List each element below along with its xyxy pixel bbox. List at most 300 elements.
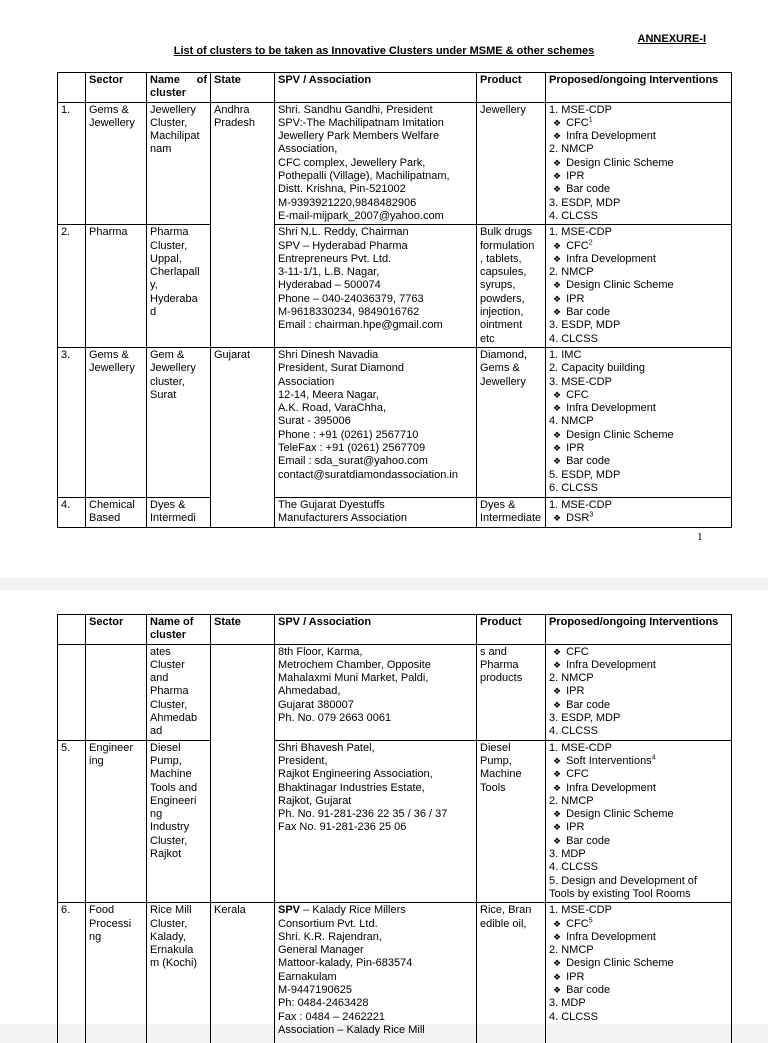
intervention-subitem (549, 984, 728, 997)
row-number: 5. (58, 740, 86, 903)
table-row (58, 225, 732, 348)
name-line: Pharma (150, 226, 189, 239)
product-line: Tools (480, 781, 506, 794)
diamond-bullet-icon: ❖ (553, 157, 562, 168)
intervention-subitem (549, 130, 728, 143)
intervention-subitem (549, 253, 728, 266)
product-line: Rice, Bran (480, 904, 532, 917)
product-line: edible oil, (480, 917, 527, 930)
intervention-item: 2. NMCP (549, 672, 594, 685)
header-state: State (211, 615, 275, 645)
spv-line: Fax : 0484 – 2462221 (278, 1010, 386, 1023)
name-line: ng (150, 808, 163, 821)
intervention-subitem-label: Design Clinic Scheme (566, 808, 674, 821)
spv-line: Consortium Pvt. Ltd. (278, 917, 378, 930)
intervention-subitem (549, 117, 728, 130)
product-line: ointment (480, 319, 523, 332)
intervention-subitem-label: DSR (566, 512, 590, 525)
product-cell (477, 102, 546, 225)
diamond-bullet-icon: ❖ (553, 985, 562, 996)
product-line: powders, (480, 292, 525, 305)
product-line: syrups, (480, 279, 516, 292)
spv-line: Ph. No. 079 2663 0061 (278, 712, 392, 725)
spv-line: General Manager (278, 944, 364, 957)
spv-cell (275, 347, 477, 497)
intervention-subitem (549, 170, 728, 183)
product-line: Gems & (480, 362, 520, 375)
intervention-subitem (549, 931, 728, 944)
interventions-cell (546, 102, 732, 225)
sector-cell (86, 740, 147, 903)
intervention-subitem (549, 279, 728, 292)
diamond-bullet-icon: ❖ (553, 403, 562, 414)
row-number: 3. (58, 347, 86, 497)
state-cell (211, 740, 275, 903)
name-line: d (150, 306, 157, 319)
spv-line: M-9618330234, 9849016762 (278, 306, 420, 319)
table-header-row (58, 615, 732, 645)
intervention-subitem-label: Infra Development (566, 402, 656, 415)
intervention-item: 1. MSE-CDP (549, 498, 612, 511)
product-cell (477, 644, 546, 740)
clusters-table-page-2 (57, 614, 732, 1043)
sector-cell (86, 225, 147, 348)
name-line: Engineeri (150, 794, 197, 807)
intervention-subitem (549, 157, 728, 170)
state-cell (211, 903, 275, 1043)
intervention-item: 2. NMCP (549, 266, 594, 279)
product-line: formulation (480, 239, 535, 252)
interventions-cell (546, 740, 732, 903)
intervention-item: 6. CLCSS (549, 481, 598, 494)
product-line: Dyes & (480, 498, 516, 511)
row-number: 6. (58, 903, 86, 1043)
sector-line: ng (89, 930, 102, 943)
state-cell (211, 102, 275, 225)
intervention-subitem-label: CFC (566, 239, 589, 252)
row-number: 2. (58, 225, 86, 348)
diamond-bullet-icon: ❖ (553, 240, 562, 251)
spv-line: Ph. No. 91-281-236 22 35 / 36 / 37 (278, 808, 448, 821)
spv-line: Earnakulam (278, 970, 337, 983)
intervention-subitem-label: Bar code (566, 698, 611, 711)
intervention-subitem-label: IPR (566, 442, 585, 455)
product-cell (477, 497, 546, 527)
diamond-bullet-icon: ❖ (553, 184, 562, 195)
intervention-subitem-label: Bar code (566, 306, 611, 319)
intervention-subitem-label: IPR (566, 292, 585, 305)
intervention-subitem (549, 835, 728, 848)
name-line: Jewellery (150, 362, 196, 375)
table-row (58, 644, 732, 740)
table-row (58, 740, 732, 903)
spv-line: E-mail-mijpark_2007@yahoo.com (278, 209, 444, 222)
spv-line: CFC complex, Jewellery Park, (278, 156, 426, 169)
intervention-subitem-label: Bar code (566, 984, 611, 997)
diamond-bullet-icon: ❖ (553, 918, 562, 929)
name-line: Jewellery (150, 103, 196, 116)
product-line: etc (480, 332, 495, 345)
spv-line: M-9393921220,9848482906 (278, 196, 417, 209)
state-cell (211, 644, 275, 740)
footnote-marker: 5 (588, 916, 593, 924)
diamond-bullet-icon: ❖ (553, 699, 562, 710)
sector-line: Jewellery (89, 116, 135, 129)
intervention-item: 3. ESDP, MDP (549, 319, 621, 332)
header-interventions: Proposed/ongoing Interventions (546, 615, 732, 645)
spv-line: Email : chairman.hpe@gmail.com (278, 319, 443, 332)
spv-cell (275, 497, 477, 527)
diamond-bullet-icon: ❖ (553, 686, 562, 697)
intervention-subitem-label: Design Clinic Scheme (566, 957, 674, 970)
intervention-subitem-label: Bar code (566, 183, 611, 196)
clusters-table-page-1 (57, 72, 732, 528)
intervention-item: 4. CLCSS (549, 209, 598, 222)
intervention-subitem (549, 240, 728, 253)
product-line: , tablets, (480, 252, 522, 265)
product-line: Jewellery (480, 103, 526, 116)
sector-cell (86, 644, 147, 740)
spv-line: A.K. Road, VaraChha, (278, 402, 387, 415)
intervention-item: 4. NMCP (549, 415, 594, 428)
diamond-bullet-icon: ❖ (553, 443, 562, 454)
cluster-name-cell (147, 102, 211, 225)
spv-line: Surat - 395006 (278, 415, 351, 428)
spv-line: Association, (278, 143, 338, 156)
name-line: Machilipat (150, 130, 200, 143)
spv-line: Mattoor-kalady, Pin-683574 (278, 957, 413, 970)
name-line: Cluster, (150, 698, 188, 711)
intervention-subitem (549, 918, 728, 931)
intervention-item: 1. MSE-CDP (549, 741, 612, 754)
header-name: Name of cluster (147, 615, 211, 645)
diamond-bullet-icon: ❖ (553, 822, 562, 833)
product-line: injection, (480, 306, 524, 319)
header-name: Name of cluster (147, 73, 211, 103)
footnote-marker: 4 (651, 754, 656, 762)
interventions-cell (546, 347, 732, 497)
spv-line: Shri N.L. Reddy, Chairman (278, 226, 409, 239)
cluster-name-cell (147, 644, 211, 740)
interventions-cell (546, 903, 732, 1043)
intervention-subitem-label: CFC (566, 388, 589, 401)
header-spv: SPV / Association (275, 73, 477, 103)
intervention-item: 4. CLCSS (549, 332, 598, 345)
intervention-subitem (549, 808, 728, 821)
spv-line: Phone – 040-24036379, 7763 (278, 292, 424, 305)
diamond-bullet-icon: ❖ (553, 931, 562, 942)
spv-line: Shri. K.R. Rajendran, (278, 930, 382, 943)
name-line: Cluster (150, 658, 185, 671)
header-no (58, 615, 86, 645)
intervention-item: 2. Capacity building (549, 362, 646, 375)
name-line: Diesel (150, 741, 181, 754)
intervention-subitem-label: CFC (566, 768, 589, 781)
sector-line: Food (89, 904, 115, 917)
intervention-subitem-label: IPR (566, 970, 585, 983)
intervention-subitem (549, 782, 728, 795)
header-sector: Sector (86, 615, 147, 645)
diamond-bullet-icon: ❖ (553, 971, 562, 982)
name-line: Ahmedab (150, 712, 198, 725)
intervention-subitem (549, 971, 728, 984)
name-line: Hyderaba (150, 292, 198, 305)
name-line: Kalady, (150, 930, 186, 943)
header-product: Product (477, 73, 546, 103)
name-line: Ernakula (150, 944, 194, 957)
intervention-subitem-label: Bar code (566, 455, 611, 468)
spv-line: Shri. Sandhu Gandhi, President (278, 103, 433, 116)
intervention-subitem-label: CFC (566, 917, 589, 930)
spv-line: Shri Dinesh Navadia (278, 348, 379, 361)
spv-line: Ahmedabad, (278, 685, 341, 698)
diamond-bullet-icon: ❖ (553, 782, 562, 793)
diamond-bullet-icon: ❖ (553, 307, 562, 318)
header-state: State (211, 73, 275, 103)
page-number: 1 (697, 531, 703, 543)
cluster-name-cell (147, 225, 211, 348)
diamond-bullet-icon: ❖ (553, 769, 562, 780)
spv-line: Association – Kalady Rice Mill (278, 1023, 425, 1036)
diamond-bullet-icon: ❖ (553, 131, 562, 142)
name-line: Tools and (150, 781, 198, 794)
name-line: cluster, (150, 375, 185, 388)
state-cell (211, 225, 275, 348)
footnote-marker: 3 (589, 511, 594, 519)
product-line: Diamond, (480, 348, 528, 361)
sector-line: Processi (89, 917, 132, 930)
intervention-item: 3. MSE-CDP (549, 375, 612, 388)
intervention-item: 2. NMCP (549, 143, 594, 156)
spv-line: TeleFax : +91 (0261) 2567709 (278, 442, 426, 455)
spv-line: – Kalady Rice Millers (303, 904, 406, 917)
name-line: Cluster, (150, 239, 188, 252)
intervention-item: 3. MDP (549, 997, 586, 1010)
spv-cell (275, 903, 477, 1043)
intervention-subitem-label: IPR (566, 170, 585, 183)
diamond-bullet-icon: ❖ (553, 659, 562, 670)
sector-line: Engineer (89, 741, 134, 754)
intervention-subitem (549, 455, 728, 468)
intervention-item: 3. MDP (549, 848, 586, 861)
product-cell (477, 347, 546, 497)
spv-line: Gujarat 380007 (278, 698, 354, 711)
intervention-item: Tools by existing Tool Rooms (549, 887, 691, 900)
table-row (58, 347, 732, 497)
spv-cell (275, 225, 477, 348)
state-line: Kerala (214, 904, 246, 917)
intervention-subitem-label: Infra Development (566, 781, 656, 794)
intervention-subitem-label: IPR (566, 685, 585, 698)
product-line: Bulk drugs (480, 226, 532, 239)
footnote-marker: 2 (588, 238, 593, 246)
intervention-subitem (549, 685, 728, 698)
intervention-subitem (549, 659, 728, 672)
product-line: capsules, (480, 266, 527, 279)
name-line: Gem & (150, 348, 185, 361)
spv-line: Rajkot, Gujarat (278, 794, 352, 807)
intervention-subitem-label: Bar code (566, 834, 611, 847)
name-line: Pump, (150, 754, 182, 767)
interventions-cell (546, 497, 732, 527)
name-line: Dyes & (150, 498, 186, 511)
spv-line: Entrepreneurs Pvt. Ltd. (278, 252, 392, 265)
cluster-name-cell (147, 903, 211, 1043)
diamond-bullet-icon: ❖ (553, 389, 562, 400)
spv-line: M-9447190625 (278, 984, 353, 997)
intervention-item: 5. ESDP, MDP (549, 468, 621, 481)
intervention-subitem (549, 389, 728, 402)
spv-bold-label: SPV (278, 904, 304, 917)
spv-line: Email : sda_surat@yahoo.com (278, 455, 428, 468)
name-line: Pharma (150, 685, 189, 698)
spv-line: Rajkot Engineering Association, (278, 768, 433, 781)
intervention-item: 3. ESDP, MDP (549, 196, 621, 209)
intervention-item: 3. ESDP, MDP (549, 712, 621, 725)
name-line: Rajkot (150, 848, 182, 861)
name-line: ates (150, 645, 171, 658)
intervention-subitem-label: Design Clinic Scheme (566, 428, 674, 441)
intervention-item: 1. MSE-CDP (549, 103, 612, 116)
sector-line: Gems & (89, 103, 129, 116)
name-line: Uppal, (150, 252, 182, 265)
intervention-subitem (549, 293, 728, 306)
intervention-subitem (549, 402, 728, 415)
spv-line: 3-11-1/1, L.B. Nagar, (278, 266, 380, 279)
diamond-bullet-icon: ❖ (553, 429, 562, 440)
name-line: Surat (150, 388, 177, 401)
intervention-subitem (549, 306, 728, 319)
spv-line: Jewellery Park Members Welfare (278, 130, 440, 143)
table-row (58, 497, 732, 527)
name-line: and (150, 672, 169, 685)
intervention-subitem (549, 821, 728, 834)
header-no (58, 73, 86, 103)
intervention-subitem-label: Soft Interventions (566, 754, 652, 767)
intervention-item: 4. CLCSS (549, 725, 598, 738)
spv-line: Metrochem Chamber, Opposite (278, 658, 431, 671)
name-line: Intermedi (150, 512, 196, 525)
sector-line: Jewellery (89, 362, 135, 375)
sector-cell (86, 497, 147, 527)
intervention-subitem-label: Infra Development (566, 658, 656, 671)
intervention-subitem-label: Design Clinic Scheme (566, 279, 674, 292)
spv-line: Shri Bhavesh Patel, (278, 741, 375, 754)
diamond-bullet-icon: ❖ (553, 755, 562, 766)
intervention-item: 4. CLCSS (549, 1010, 598, 1023)
sector-cell (86, 102, 147, 225)
name-line: m (Kochi) (150, 957, 198, 970)
diamond-bullet-icon: ❖ (553, 958, 562, 969)
name-line: Rice Mill (150, 904, 192, 917)
diamond-bullet-icon: ❖ (553, 809, 562, 820)
state-line: Pradesh (214, 116, 255, 129)
name-line: Industry (150, 821, 190, 834)
table-header-row (58, 73, 732, 103)
intervention-subitem-label: Infra Development (566, 930, 656, 943)
row-number: 4. (58, 497, 86, 527)
interventions-cell (546, 644, 732, 740)
header-sector: Sector (86, 73, 147, 103)
state-cell (211, 347, 275, 497)
intervention-subitem (549, 512, 728, 525)
diamond-bullet-icon: ❖ (553, 280, 562, 291)
document-page-2 (0, 590, 768, 1036)
spv-line: Bhaktinagar Industries Estate, (278, 781, 425, 794)
intervention-subitem-label: IPR (566, 821, 585, 834)
intervention-subitem (549, 957, 728, 970)
diamond-bullet-icon: ❖ (553, 117, 562, 128)
name-line: Cherlapall (150, 266, 200, 279)
intervention-item: 1. MSE-CDP (549, 226, 612, 239)
state-cell (211, 497, 275, 527)
sector-line: Chemical (89, 498, 135, 511)
intervention-item: 1. MSE-CDP (549, 904, 612, 917)
intervention-subitem (549, 429, 728, 442)
sector-line: ing (89, 754, 104, 767)
cluster-name-cell (147, 740, 211, 903)
spv-line: SPV – Hyderabad Pharma (278, 239, 408, 252)
name-line: Machine (150, 768, 192, 781)
intervention-subitem (549, 699, 728, 712)
spv-cell (275, 740, 477, 903)
product-line: Intermediate (480, 512, 542, 525)
sector-cell (86, 347, 147, 497)
spv-line: Ph: 0484-2463428 (278, 997, 369, 1010)
header-spv: SPV / Association (275, 615, 477, 645)
intervention-subitem-label: Design Clinic Scheme (566, 156, 674, 169)
product-cell (477, 225, 546, 348)
document-title: List of clusters to be taken as Innovative Clusters under MSME & other schemes (173, 45, 595, 57)
intervention-item: 2. NMCP (549, 944, 594, 957)
spv-line: President, (278, 754, 328, 767)
spv-line: Phone : +91 (0261) 2567710 (278, 428, 419, 441)
intervention-subitem (549, 183, 728, 196)
product-cell (477, 903, 546, 1043)
spv-line: The Gujarat Dyestuffs (278, 498, 385, 511)
header-interventions: Proposed/ongoing Interventions (546, 73, 732, 103)
cluster-name-cell (147, 497, 211, 527)
footnote-marker: 1 (588, 116, 593, 124)
spv-cell (275, 102, 477, 225)
product-line: Pharma (480, 658, 519, 671)
diamond-bullet-icon: ❖ (553, 293, 562, 304)
table-row (58, 903, 732, 1043)
spv-line: 12-14, Meera Nagar, (278, 388, 379, 401)
product-line: Pump, (480, 754, 512, 767)
spv-line: Pothepalli (Village), Machilipatnam, (278, 170, 450, 183)
sector-cell (86, 903, 147, 1043)
intervention-subitem-label: CFC (566, 116, 589, 129)
diamond-bullet-icon: ❖ (553, 456, 562, 467)
diamond-bullet-icon: ❖ (553, 171, 562, 182)
spv-line: Association (278, 375, 335, 388)
intervention-subitem-label: CFC (566, 645, 589, 658)
product-cell (477, 740, 546, 903)
sector-line: Pharma (89, 226, 128, 239)
intervention-item: 1. IMC (549, 348, 582, 361)
state-line: Andhra (214, 103, 250, 116)
product-line: products (480, 672, 523, 685)
header-product: Product (477, 615, 546, 645)
name-line: ad (150, 725, 163, 738)
annexure-label: ANNEXURE-I (637, 33, 706, 45)
spv-cell (275, 644, 477, 740)
product-line: Machine (480, 768, 522, 781)
intervention-item: 4. CLCSS (549, 861, 598, 874)
row-number (58, 644, 86, 740)
spv-line: contact@suratdiamondassociation.in (278, 468, 458, 481)
